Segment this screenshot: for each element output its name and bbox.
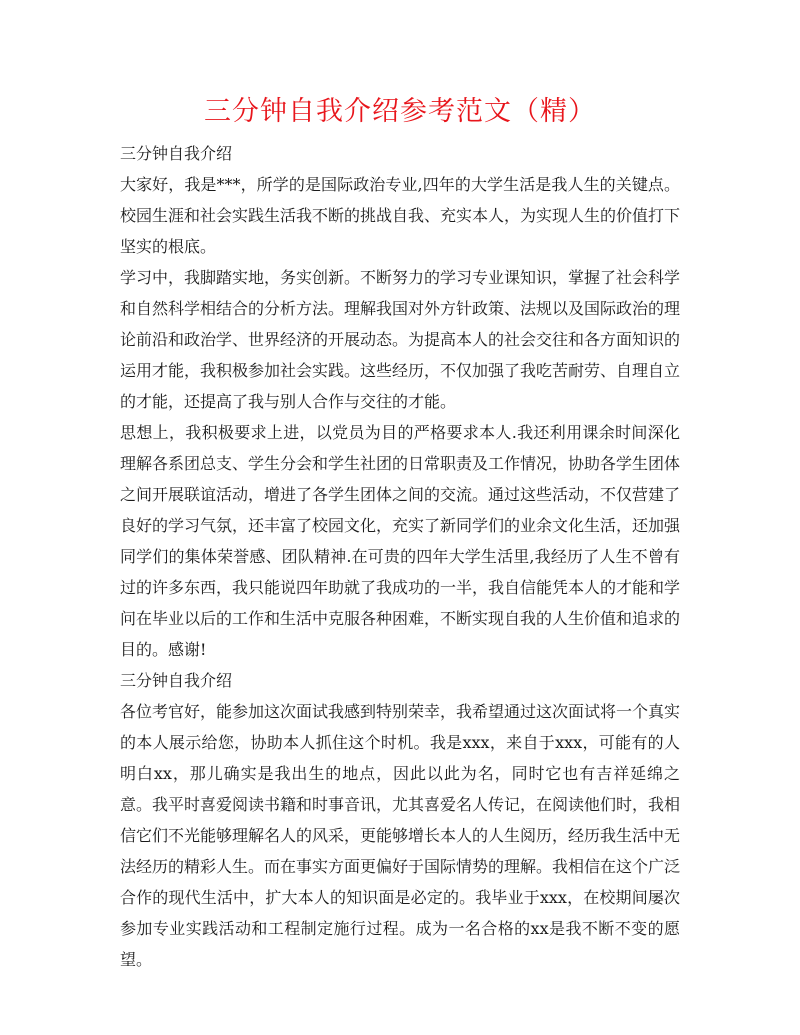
paragraph: 学习中，我脚踏实地，务实创新。不断努力的学习专业课知识，掌握了社会科学和自然科学相结合的分析方法。理解我国对外方针政策、法规以及国际政治的理论前沿和政治学、世界经济的开展动态。为提高本人的社会交往和各方面知识的运用才能，我积极参加社会实践。这些经历，不仅加强了我吃苦耐劳、自理自立的才能，还提高了我与别人合作与交往的才能。 (120, 268, 681, 411)
paragraph: 大家好，我是***，所学的是国际政治专业,四年的大学生活是我人生的关键点。校园生涯和社会实践生活我不断的挑战自我、充实本人，为实现人生的价值打下坚实的根底。 (120, 175, 681, 256)
document-title: 三分钟自我介绍参考范文（精） (204, 96, 596, 127)
paragraph: 各位考官好，能参加这次面试我感到特别荣幸，我希望通过这次面试将一个真实的本人展示给您，协助本人抓住这个时机。我是xxx，来自于xxx，可能有的人明白xx，那儿确实是我出生的地点，因此以此为名，同时它也有吉祥延绵之意。我平时喜爱阅读书籍和时事音讯，尤其喜爱名人传记，在阅读他们时，我相信它们不光能够理解名人的风采，更能够增长本人的人生阅历，经历我生活中无法经历的精彩人生。而在事实方面更偏好于国际情势的理解。我相信在这个广泛合作的现代生活中，扩大本人的知识面是必定的。我毕业于xxx，在校期间屡次参加专业实践活动和工程制定施行过程。成为一名合格的xx是我不断不变的愿望。 (120, 702, 681, 969)
section-2 (120, 665, 680, 975)
section-heading: 三分钟自我介绍 (120, 144, 233, 163)
section-heading: 三分钟自我介绍 (120, 671, 233, 690)
paragraph: 思想上，我积极要求上进，以党员为目的严格要求本人.我还利用课余时间深化理解各系团总支、学生分会和学生社团的日常职责及工作情况，协助各学生团体之间开展联谊活动，增进了各学生团体之间的交流。通过这些活动，不仅营建了良好的学习气氛，还丰富了校园文化，充实了新同学们的业余文化生活，还加强同学们的集体荣誉感、团队精神.在可贵的四年大学生活里,我经历了人生不曾有过的许多东西，我只能说四年助就了我成功的一半，我自信能凭本人的才能和学问在毕业以后的工作和生活中克服各种困难，不断实现自我的人生价值和追求的目的。感谢! (120, 423, 681, 659)
section-1 (120, 138, 680, 665)
